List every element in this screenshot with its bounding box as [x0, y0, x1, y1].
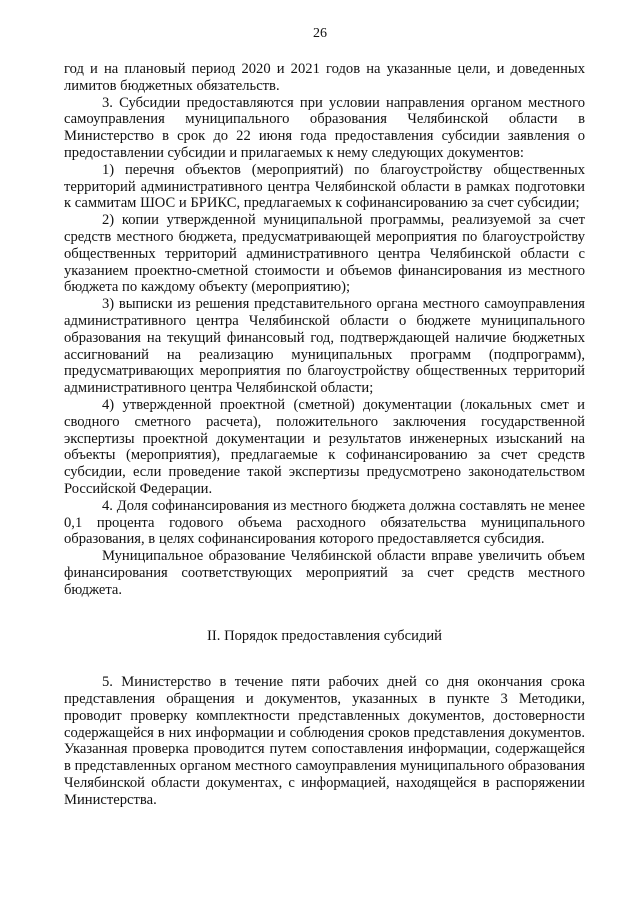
paragraph-subitem-3: 3) выписки из решения представительного органа местного самоуправления административного центра Челябинской области о бюджете муниципального образования на текущий финансовый год, подтверждающей наличие бюджетных ассигнований на реализацию муниципальных программ (подпрограмм), предусматривающих мероприятия по благоустройству общественных территорий административного центра Челябинской области; — [64, 296, 585, 397]
section-heading: II. Порядок предоставления субсидий — [207, 627, 442, 644]
paragraph-item-4: 4. Доля софинансирования из местного бюджета должна составлять не менее 0,1 процента годового объема расходного обязательства муниципального образования, в целях софинансирования которого предоставляется субсидия. — [64, 497, 585, 548]
page-number: 26 — [313, 26, 327, 41]
paragraph-municipal-increase: Муниципальное образование Челябинской области вправе увеличить объем финансирования соответствующих мероприятий за счет средств местного бюджета. — [64, 548, 585, 598]
paragraph-item-3: 3. Субсидии предоставляются при условии направления органом местного самоуправления муниципального образования Челябинской области в Министерство в срок до 22 июня года предоставления субсидии заявления о предоставлении субсидии и прилагаемых к нему следующих документов: — [64, 94, 585, 161]
paragraph-continuation: год и на плановый период 2020 и 2021 годов на указанные цели, и доведенных лимитов бюджетных обязательств. — [64, 61, 585, 94]
paragraph-subitem-2: 2) копии утвержденной муниципальной программы, реализуемой за счет средств местного бюджета, предусматривающей мероприятия по благоустройству общественных территорий административного центра Челябинской области с указанием проектно-сметной стоимости и объемов финансирования из местного бюджета по каждому объекту (мероприятию); — [64, 212, 585, 296]
paragraph-subitem-1: 1) перечня объектов (мероприятий) по благоустройству общественных территорий административного центра Челябинской области в рамках подготовки к саммитам ШОС и БРИКС, предлагаемых к софинансированию за счет субсидии; — [64, 161, 585, 212]
paragraph-item-5: 5. Министерство в течение пяти рабочих дней со дня окончания срока представления обращения и документов, указанных в пункте 3 Методики, проводит проверку комплектности представленных документов, достоверности содержащейся в них информации и соблюдения сроков представления документов. Указанная проверка проводится путем сопоставления информации, содержащейся в представленных органом местного самоуправления муниципального образования Челябинской области документах, с информацией, находящейся в распоряжении Министерства. — [64, 674, 585, 808]
document-body — [64, 61, 585, 809]
paragraph-subitem-4: 4) утвержденной проектной (сметной) документации (локальных смет и сводного сметного расчета), положительного заключения государственной экспертизы проектной документации и результатов инженерных изысканий на объекты (мероприятия), предлагаемые к софинансированию за счет средств субсидии, если проведение такой экспертизы предусмотрено законодательством Российской Федерации. — [64, 396, 585, 497]
